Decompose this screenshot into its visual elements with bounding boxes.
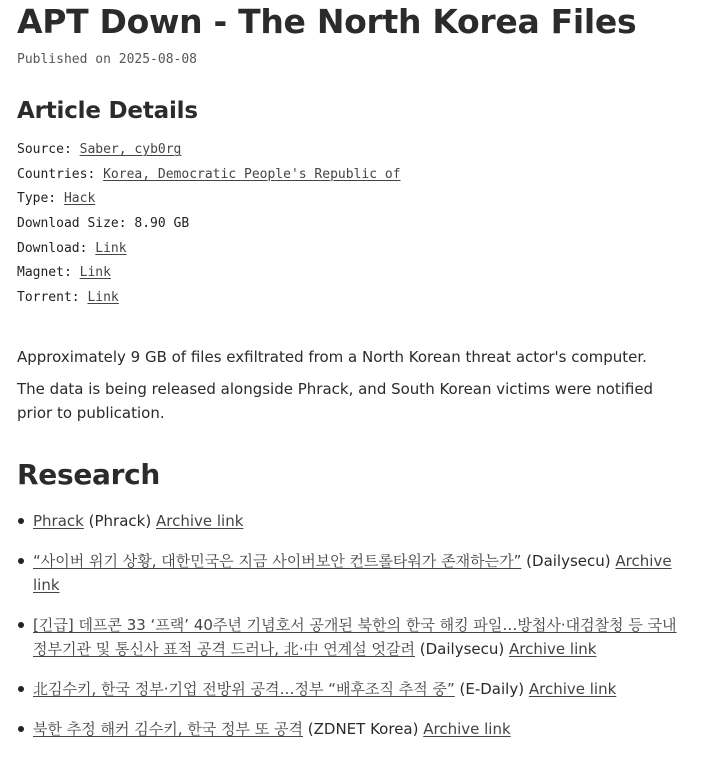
research-item bbox=[33, 549, 693, 597]
type-link[interactable]: Hack bbox=[63, 191, 96, 207]
bullet-icon bbox=[18, 686, 24, 692]
detail-row-source bbox=[17, 142, 677, 167]
detail-row-countries bbox=[17, 167, 677, 192]
research-source: (Dailysecu) bbox=[526, 552, 611, 570]
download-size-value: 8.90 GB bbox=[134, 216, 190, 232]
bullet-icon bbox=[18, 558, 24, 564]
research-source: (Dailysecu) bbox=[419, 640, 505, 658]
torrent-label: Torrent: bbox=[17, 290, 80, 306]
download-label: Download: bbox=[17, 240, 88, 256]
published-date: Published on 2025-08-08 bbox=[17, 52, 198, 67]
article bbox=[17, 0, 677, 738]
research-title-link[interactable]: Phrack bbox=[33, 512, 84, 530]
research-title-link[interactable]: 北김수키, 한국 정부·기업 전방위 공격…정부 “배후조직 추적 중” bbox=[33, 680, 455, 698]
article-details-heading: Article Details bbox=[17, 98, 198, 124]
torrent-link[interactable]: Link bbox=[87, 290, 119, 306]
archive-link[interactable]: Archive link bbox=[423, 720, 511, 738]
source-link[interactable]: Saber, cyb0rg bbox=[79, 142, 182, 157]
research-item bbox=[33, 677, 693, 701]
bullet-icon bbox=[18, 726, 24, 732]
research-source: (ZDNET Korea) bbox=[307, 720, 419, 738]
countries-link[interactable]: Korea, Democratic People's Republic of bbox=[103, 166, 401, 182]
archive-link[interactable]: Archive link bbox=[33, 552, 672, 594]
research-item bbox=[33, 717, 693, 741]
magnet-link[interactable]: Link bbox=[79, 265, 111, 281]
research-heading: Research bbox=[17, 458, 161, 491]
bullet-icon bbox=[18, 622, 24, 628]
description-paragraph: Approximately 9 GB of files exfiltrated from a North Korean threat actor's computer. bbox=[17, 348, 647, 366]
bullet-icon bbox=[18, 518, 24, 524]
research-list bbox=[17, 509, 693, 757]
page-title: APT Down - The North Korea Files bbox=[17, 2, 637, 41]
research-title-link[interactable]: [긴급] 데프콘 33 ‘프랙’ 40주년 기념호서 공개된 북한의 한국 해킹 파일…방첩사·대검찰청 등 국내 정부기관 및 통신사 표적 공격 드러나, 北·中 연계설 엇갈려 bbox=[33, 616, 677, 658]
research-source: (E-Daily) bbox=[459, 680, 525, 698]
detail-row-torrent bbox=[17, 290, 677, 315]
detail-row-magnet bbox=[17, 265, 677, 290]
magnet-label: Magnet: bbox=[17, 265, 72, 281]
research-source: (Phrack) bbox=[88, 512, 152, 530]
description-paragraph: The data is being released alongside Phrack, and South Korean victims were notified prior to publication. bbox=[17, 380, 654, 422]
article-details bbox=[17, 142, 677, 315]
archive-link[interactable]: Archive link bbox=[155, 512, 244, 530]
detail-row-size bbox=[17, 216, 677, 241]
detail-row-type bbox=[17, 191, 677, 216]
countries-label: Countries: bbox=[17, 166, 96, 182]
research-title-link[interactable]: 북한 추정 해커 김수키, 한국 정부 또 공격 bbox=[33, 720, 303, 738]
archive-link[interactable]: Archive link bbox=[528, 680, 617, 698]
article-description bbox=[17, 345, 667, 433]
research-item bbox=[33, 613, 693, 661]
download-size-label: Download Size: bbox=[17, 216, 127, 232]
research-title-link[interactable]: “사이버 위기 상황, 대한민국은 지금 사이버보안 컨트롤타워가 존재하는가” bbox=[33, 552, 522, 570]
source-label: Source: bbox=[17, 142, 72, 157]
detail-row-download bbox=[17, 241, 677, 266]
download-link[interactable]: Link bbox=[95, 240, 127, 256]
research-item bbox=[33, 509, 693, 533]
archive-link[interactable]: Archive link bbox=[509, 640, 597, 658]
type-label: Type: bbox=[17, 191, 57, 207]
